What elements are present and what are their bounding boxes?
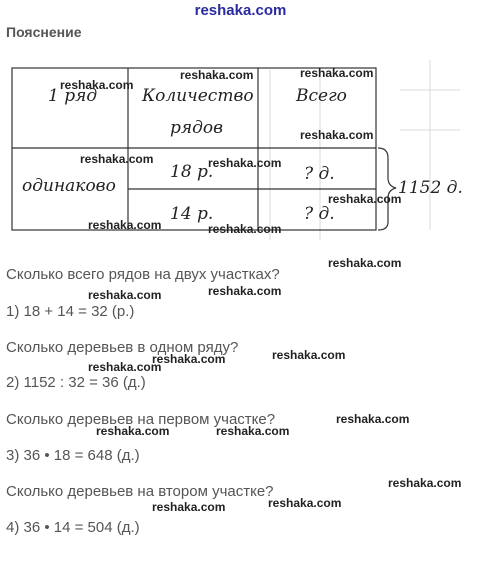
- header-one-row: 1 ряд: [48, 86, 98, 106]
- section-heading: Пояснение: [6, 24, 82, 40]
- watermark: reshaka.com: [388, 476, 462, 490]
- watermark: reshaka.com: [80, 152, 154, 166]
- row1-total-unknown: ? д.: [304, 164, 335, 184]
- watermark: reshaka.com: [88, 288, 162, 302]
- row-label-same: одинаково: [22, 176, 116, 196]
- watermark: reshaka.com: [152, 352, 226, 366]
- watermark: reshaka.com: [60, 78, 134, 92]
- row1-rows-value: 18 р.: [170, 162, 214, 182]
- watermark: reshaka.com: [328, 256, 402, 270]
- watermark: reshaka.com: [96, 424, 170, 438]
- site-logo[interactable]: reshaka.com: [194, 2, 287, 19]
- question-3: Сколько деревьев на первом участке?: [6, 411, 276, 428]
- watermark: reshaka.com: [328, 192, 402, 206]
- question-4: Сколько деревьев на втором участке?: [6, 483, 274, 500]
- watermark: reshaka.com: [268, 496, 342, 510]
- header-total: Всего: [296, 86, 347, 106]
- brace-total: 1152 д.: [398, 178, 463, 198]
- watermark: reshaka.com: [272, 348, 346, 362]
- watermark: reshaka.com: [336, 412, 410, 426]
- watermark: reshaka.com: [208, 222, 282, 236]
- watermark: reshaka.com: [88, 218, 162, 232]
- watermark: reshaka.com: [216, 424, 290, 438]
- watermark: reshaka.com: [300, 66, 374, 80]
- watermark: reshaka.com: [152, 500, 226, 514]
- watermark: reshaka.com: [88, 360, 162, 374]
- question-1: Сколько всего рядов на двух участках?: [6, 266, 280, 283]
- watermark: reshaka.com: [300, 128, 374, 142]
- answer-4: 4) 36 • 14 = 504 (д.): [6, 519, 140, 536]
- header-rows-count-line2: рядов: [170, 118, 224, 138]
- answer-3: 3) 36 • 18 = 648 (д.): [6, 447, 140, 464]
- row2-total-unknown: ? д.: [304, 204, 335, 224]
- row2-rows-value: 14 р.: [170, 204, 214, 224]
- watermark: reshaka.com: [208, 284, 282, 298]
- answer-1: 1) 18 + 14 = 32 (р.): [6, 303, 135, 320]
- watermark: reshaka.com: [208, 156, 282, 170]
- question-2: Сколько деревьев в одном ряду?: [6, 339, 239, 356]
- header-rows-count-line1: Количество: [142, 86, 254, 106]
- answer-2: 2) 1152 : 32 = 36 (д.): [6, 374, 146, 391]
- watermark: reshaka.com: [180, 68, 254, 82]
